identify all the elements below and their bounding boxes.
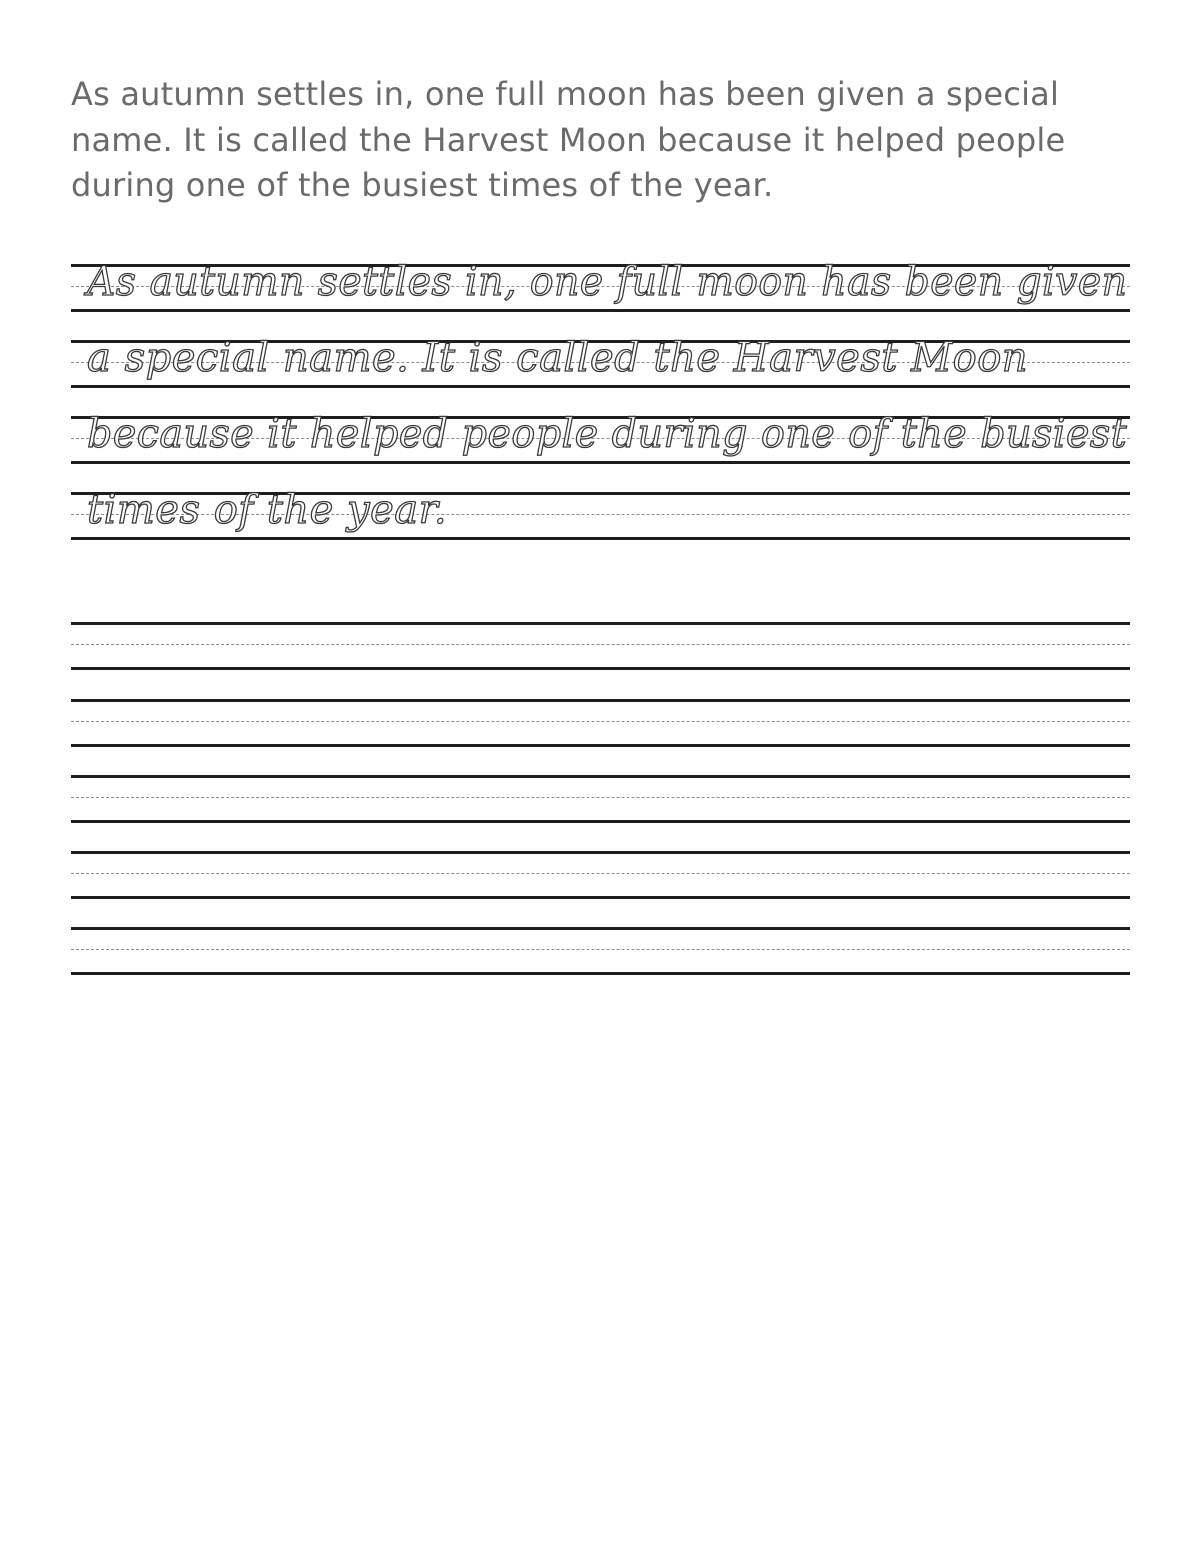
row-top-rule — [71, 622, 1130, 625]
practice-row-4[interactable] — [71, 851, 1130, 927]
tracing-text-3: because it helped people during one of the busiest — [87, 411, 1128, 457]
row-base-rule — [71, 744, 1130, 747]
passage-line-3: during one of the busiest times of the year. — [71, 166, 774, 204]
row-base-rule — [71, 972, 1130, 975]
practice-row-3[interactable] — [71, 775, 1130, 851]
row-top-rule — [71, 699, 1130, 702]
row-top-rule — [71, 775, 1130, 778]
row-base-rule — [71, 309, 1130, 312]
tracing-row-3[interactable] — [71, 411, 1130, 492]
tracing-text-1: As autumn settles in, one full moon has been given — [87, 259, 1128, 305]
tracing-row-2[interactable] — [71, 335, 1130, 416]
row-mid-dashed-rule — [71, 797, 1130, 798]
tracing-text-2: a special name. It is called the Harvest Moon — [87, 335, 1029, 381]
row-mid-dashed-rule — [71, 644, 1130, 645]
row-base-rule — [71, 385, 1130, 388]
tracing-row-1[interactable] — [71, 259, 1130, 340]
row-mid-dashed-rule — [71, 949, 1130, 950]
row-base-rule — [71, 537, 1130, 540]
row-base-rule — [71, 461, 1130, 464]
row-top-rule — [71, 851, 1130, 854]
tracing-row-4[interactable] — [71, 487, 1130, 568]
passage-line-2: name. It is called the Harvest Moon because it helped people — [71, 120, 1066, 159]
row-base-rule — [71, 820, 1130, 823]
passage-text — [71, 72, 1129, 209]
practice-row-5[interactable] — [71, 927, 1130, 1003]
row-mid-dashed-rule — [71, 873, 1130, 874]
tracing-text-4: times of the year. — [87, 487, 448, 533]
row-base-rule — [71, 667, 1130, 670]
row-mid-dashed-rule — [71, 721, 1130, 722]
passage-line-1: As autumn settles in, one full moon has been given a special — [71, 75, 1060, 113]
practice-row-2[interactable] — [71, 699, 1130, 775]
row-base-rule — [71, 896, 1130, 899]
row-top-rule — [71, 927, 1130, 930]
practice-row-1[interactable] — [71, 622, 1130, 698]
